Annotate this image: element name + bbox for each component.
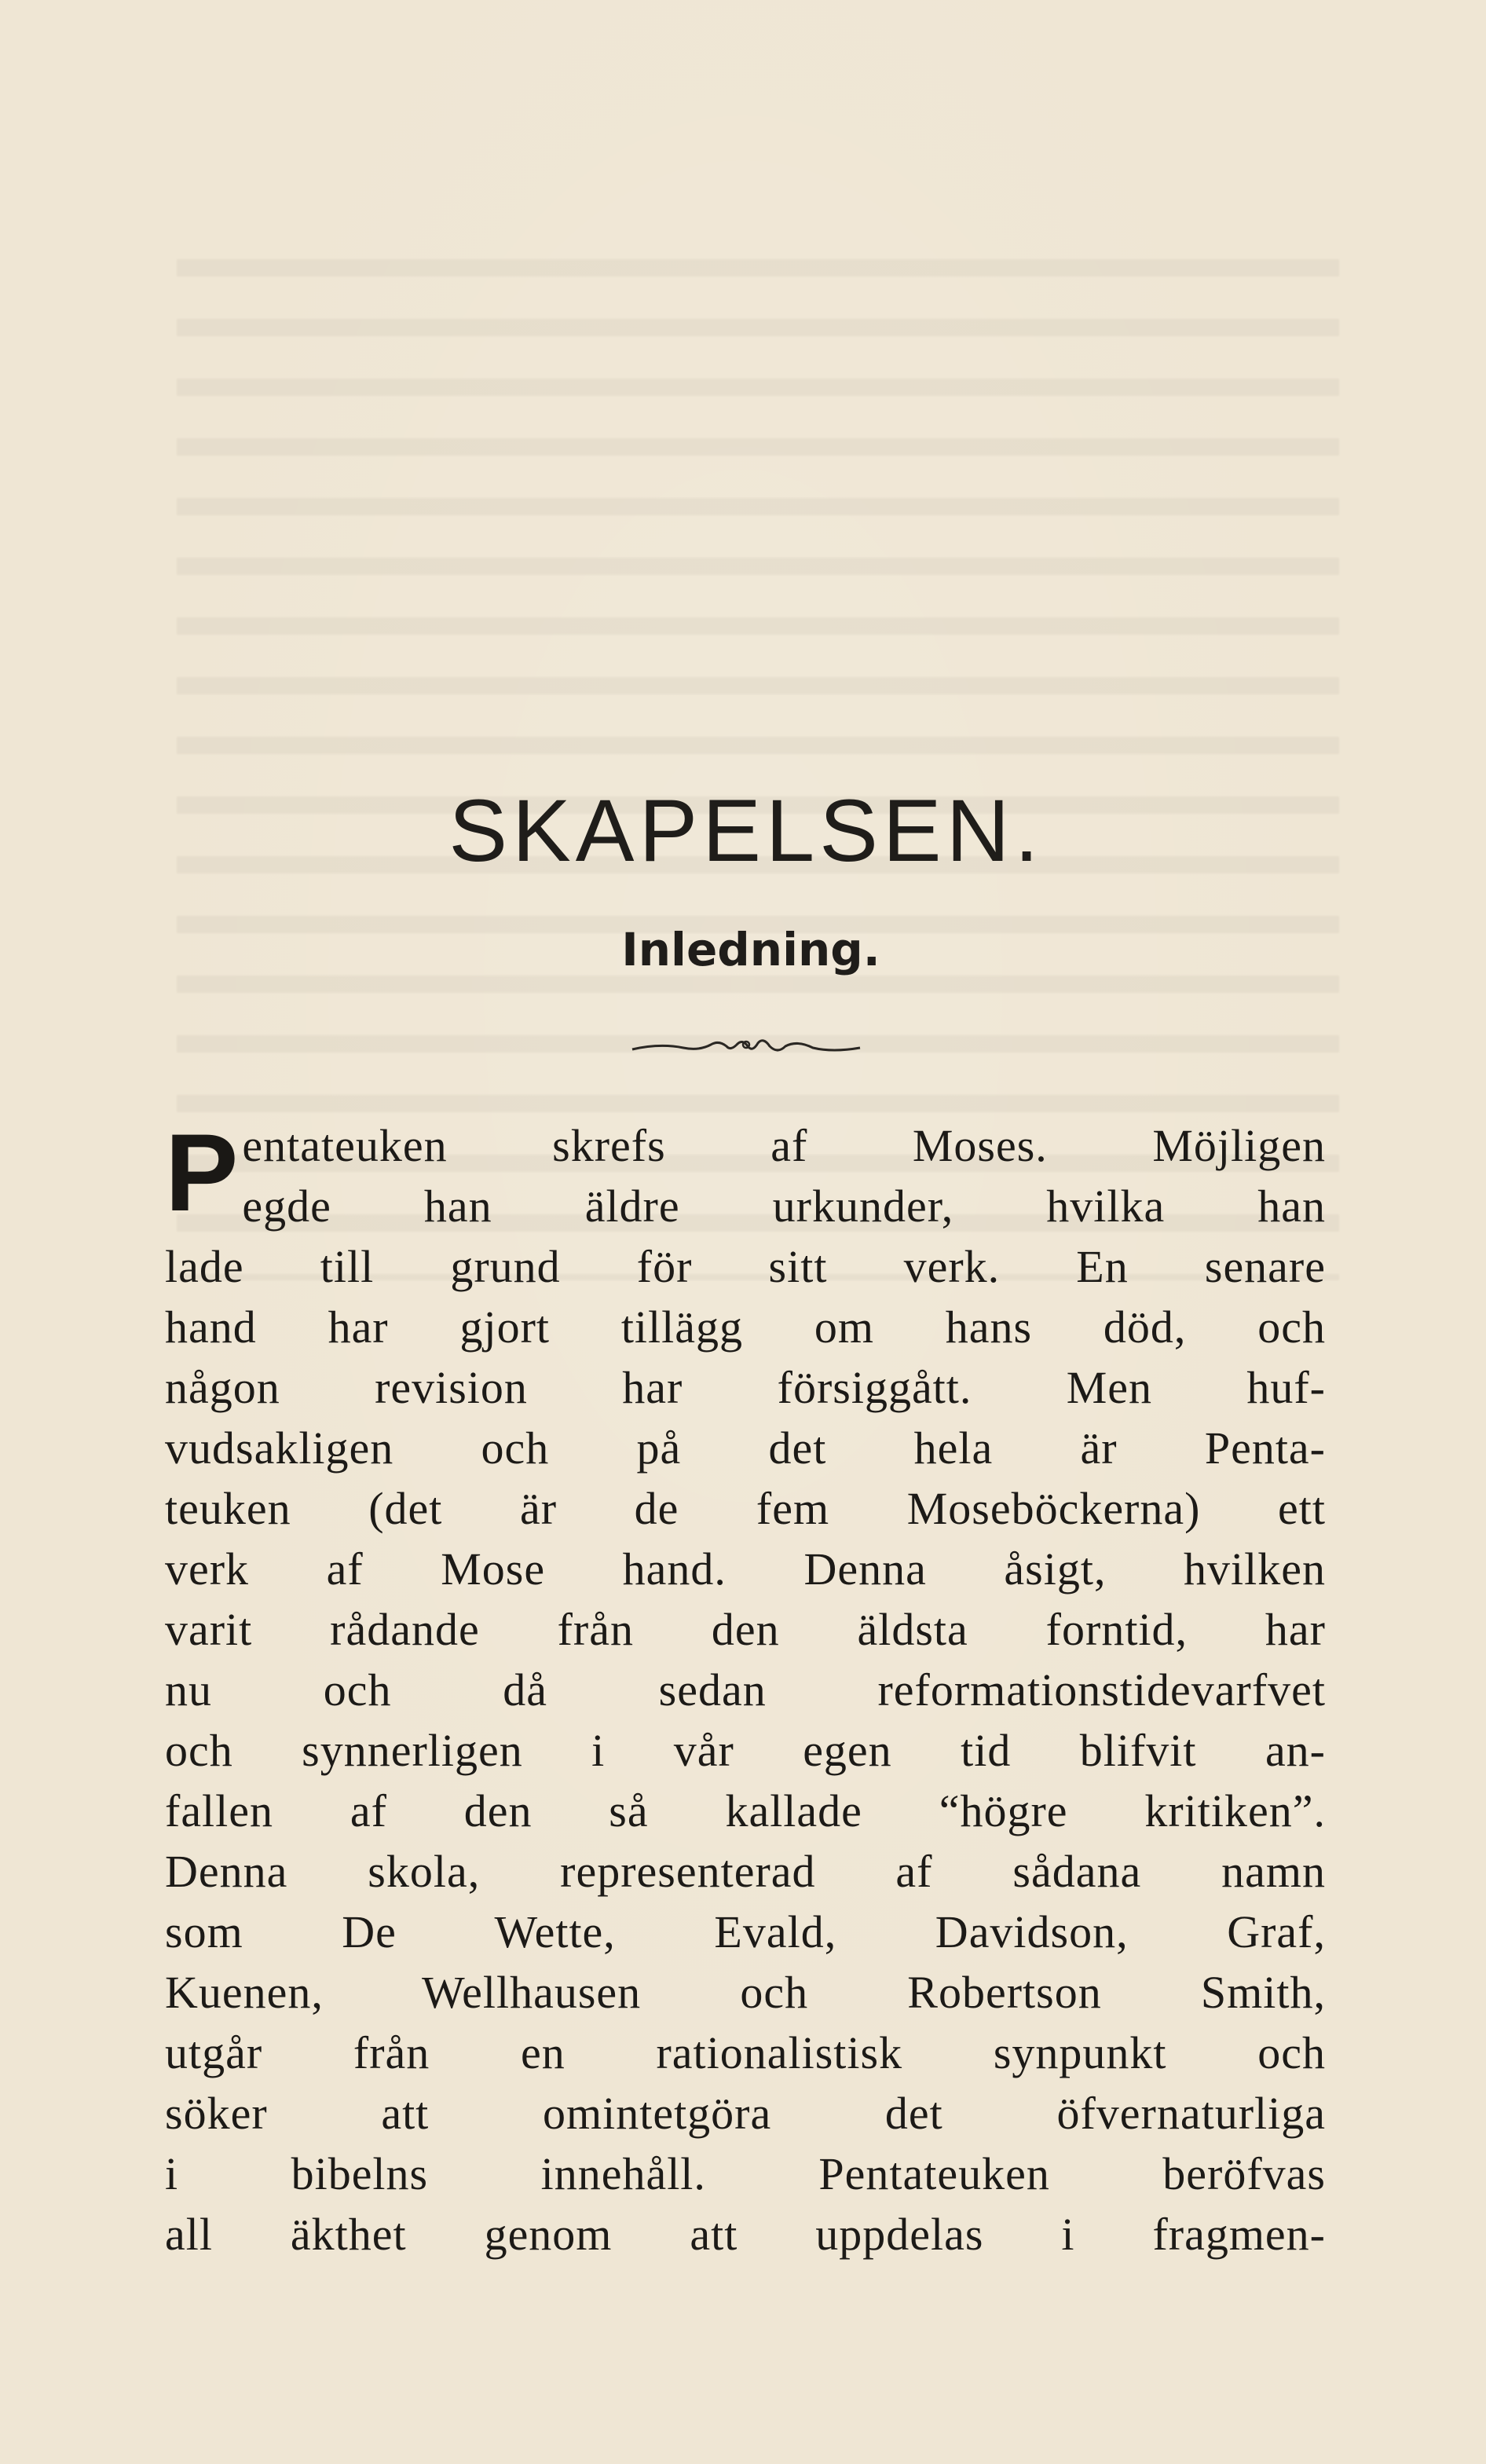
text-line: söker att omintetgöra det öfvernaturliga: [165, 2088, 1326, 2139]
text-line: all äkthet genom att uppdelas i fragmen-: [165, 2209, 1326, 2260]
text-line: vudsakligen och på det hela är Penta-: [165, 1422, 1326, 1474]
text-line: hand har gjort tillägg om hans död, och: [165, 1302, 1326, 1353]
text-line: som De Wette, Evald, Davidson, Graf,: [165, 1906, 1326, 1957]
text-line: egde han äldre urkunder, hvilka han: [242, 1181, 1326, 1232]
text-line: verk af Mose hand. Denna åsigt, hvilken: [165, 1543, 1326, 1594]
drop-cap: P: [165, 1111, 240, 1234]
text-line: fallen af den så kallade “högre kritiken”.: [165, 1785, 1326, 1836]
text-line: lade till grund för sitt verk. En senare: [165, 1241, 1326, 1292]
text-line: teuken (det är de fem Moseböckerna) ett: [165, 1483, 1326, 1534]
chapter-title: SKAPELSEN.: [448, 782, 1044, 880]
text-line: i bibelns innehåll. Pentateuken beröfvas: [165, 2148, 1326, 2199]
text-line: nu och då sedan reformationstidevarfvet: [165, 1664, 1326, 1715]
text-line: Denna skola, representerad af sådana namn: [165, 1846, 1326, 1897]
text-line: entateuken skrefs af Moses. Möjligen: [242, 1120, 1326, 1171]
text-line: någon revision har försiggått. Men huf-: [165, 1362, 1326, 1413]
chapter-subtitle: Inledning.: [621, 923, 880, 976]
text-line: Kuenen, Wellhausen och Robertson Smith,: [165, 1967, 1326, 2018]
body-text: [165, 1111, 1326, 2264]
text-line: varit rådande från den äldsta forntid, har: [165, 1604, 1326, 1655]
text-line: utgår från en rationalistisk synpunkt och: [165, 2027, 1326, 2078]
text-line: och synnerligen i vår egen tid blifvit an-: [165, 1725, 1326, 1776]
ornamental-rule-icon: [628, 1032, 864, 1064]
